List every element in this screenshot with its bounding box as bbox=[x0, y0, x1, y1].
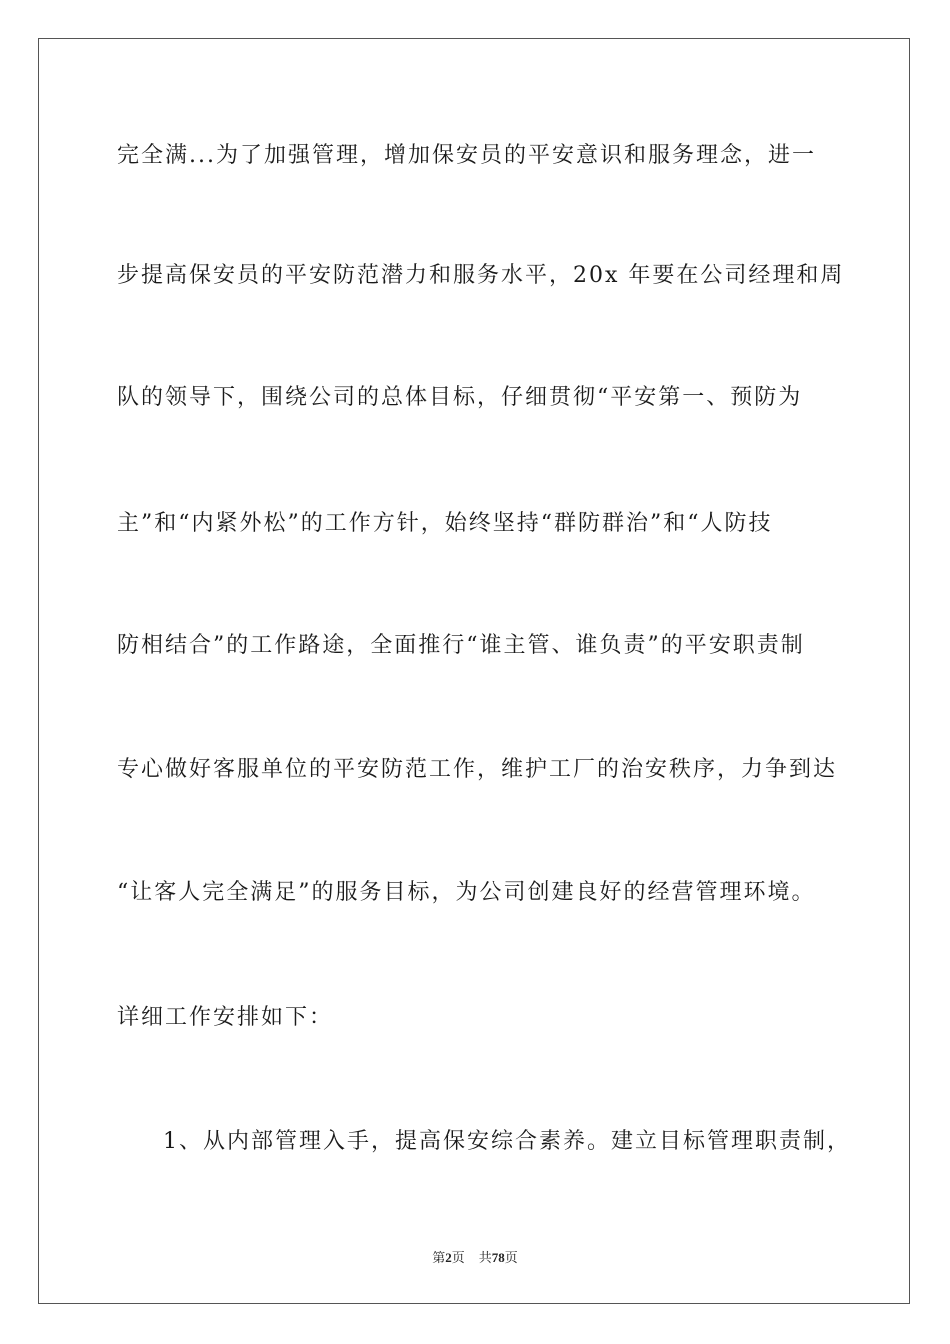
body-line-2: 步提高保安员的平安防范潜力和服务水平，20x 年要在公司经理和周 bbox=[117, 263, 845, 288]
total-prefix: 共 bbox=[478, 1250, 492, 1265]
body-line-5: 防相结合”的工作路途，全面推行“谁主管、谁负责”的平安职责制 bbox=[117, 633, 805, 658]
section-heading: 详细工作安排如下： bbox=[117, 1005, 334, 1030]
body-line-1: 完全满...为了加强管理，增加保安员的平安意识和服务理念，进一 bbox=[117, 143, 816, 168]
body-line-4: 主”和“内紧外松”的工作方针，始终坚持“群防群治”和“人防技 bbox=[117, 511, 773, 536]
numbered-item-1: 1、从内部管理入手，提高保安综合素养。建立目标管理职责制， bbox=[163, 1129, 851, 1154]
page-number: 2 bbox=[445, 1250, 452, 1265]
page-footer bbox=[0, 1247, 950, 1266]
page-border bbox=[38, 38, 910, 1304]
page-prefix: 第 bbox=[432, 1250, 446, 1265]
page-unit: 页 bbox=[451, 1250, 465, 1265]
body-line-6: 专心做好客服单位的平安防范工作，维护工厂的治安秩序，力争到达 bbox=[117, 757, 838, 782]
total-unit: 页 bbox=[504, 1250, 518, 1265]
total-pages: 78 bbox=[491, 1250, 505, 1265]
body-line-7: “让客人完全满足”的服务目标，为公司创建良好的经营管理环境。 bbox=[117, 880, 816, 905]
body-line-3: 队的领导下，围绕公司的总体目标，仔细贯彻“平安第一、预防为 bbox=[117, 385, 803, 410]
